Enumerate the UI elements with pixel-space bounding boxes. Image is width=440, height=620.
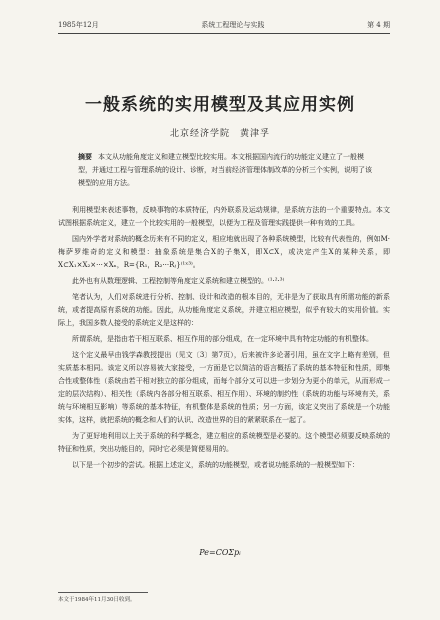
footnote: 本文于1984年11月30日收到。 [58, 592, 148, 603]
abstract [78, 150, 374, 190]
paragraph: 为了更好地利用以上关于系统的科学概念，建立相应的系统模型是必要的。这个模型必须要反映系统的特征和性质，突出功能目的，同时它必须是简便易用的。 [58, 432, 390, 453]
paragraph: 此外也有从数理逻辑、工程控制等角度定义系统和建立模型的。⁽¹·²·³⁾ [72, 277, 285, 285]
paragraph: 以下是一个初步的尝试。根据上述定义，系统的功能模型，或者说功能系统的一般模型如下： [72, 461, 359, 469]
abstract-text: 本文从功能角度定义和建立模型比较实用。本文根据国内流行的功能定义建立了一般模型，并通过工程与管理系统的设计、诊断，对当前经济管理体制改革的分析三个实例，说明了该模型的应用方法。 [78, 153, 372, 187]
paragraph: 这个定义最早由钱学森教授提出（见文〔3〕第7页），后来被许多论著引用，虽在文字上略有差别，但实质基本相同。该定义所以容易被大家接受，一方面是它以简洁的语言概括了系统的基本特征和性质，即集合性或整体性（系统由若干相对独立的部分组成，而每个部分又可以进一步划分为更小的单元，从而形成一定的层次结构）、相关性（系统内各部分相互联系、相互作用）、环境的制约性（系统的功能与环境有关，系统与环境相互影响）等系统的基本特征，有机整体是系统的性质；另一方面，该定义突出了系统是一个功能实体，这样，就把系统的概念和人们的认识、改造世界的目的紧紧联系在一起了。 [58, 351, 390, 424]
abstract-label: 摘要 [78, 152, 92, 161]
paragraph: 国内外学者对系统的概念历来有不同的定义，相应地就出现了各种系统模型，比较有代表性的，例如M·梅萨罗维奇的定义和模型：抽象系统是集合X的子集X，即X⊂X，或决定产生X的某种关系，即X⊂X₁×X₂×···×Xₙ，R={R₁，R₂···Rⱼ}⁽¹ˣ³⁾。 [58, 235, 390, 269]
header-issue: 第 4 期 [367, 21, 390, 29]
paragraph: 所谓系统，是指由若干相互联系、相互作用的部分组成，在一定环境中具有特定功能的有机整体。 [72, 335, 373, 343]
body-text [58, 204, 390, 475]
paragraph: 利用模型来表述事物，反映事物的本质特征，内外联系及运动规律，是系统方法的一个重要特点。本文试图根据系统定义，建立一个比较实用的一般模型，以便为工程及管理实践提供一种有效的工具。 [58, 206, 390, 227]
paper-authors: 北京经济学院 黄津孚 [169, 129, 270, 139]
paper-title: 一般系统的实用模型及其应用实例 [85, 95, 355, 115]
header-date: 1985年12月 [58, 21, 99, 29]
header-journal: 系统工程理论与实践 [201, 21, 265, 29]
paragraph: 笔者认为，人们对系统进行分析、控制、设计和改造的根本目的，无非是为了获取具有所需功能的新系统，或者提高原有系统的功能。因此，从功能角度定义系统，并建立相应模型，似乎有较大的实用价值。实际上，我国多数人接受的系统定义是这样的： [58, 293, 390, 327]
running-header [58, 20, 390, 34]
model-formula: Pe=CΟΣpᵢ [199, 548, 241, 557]
